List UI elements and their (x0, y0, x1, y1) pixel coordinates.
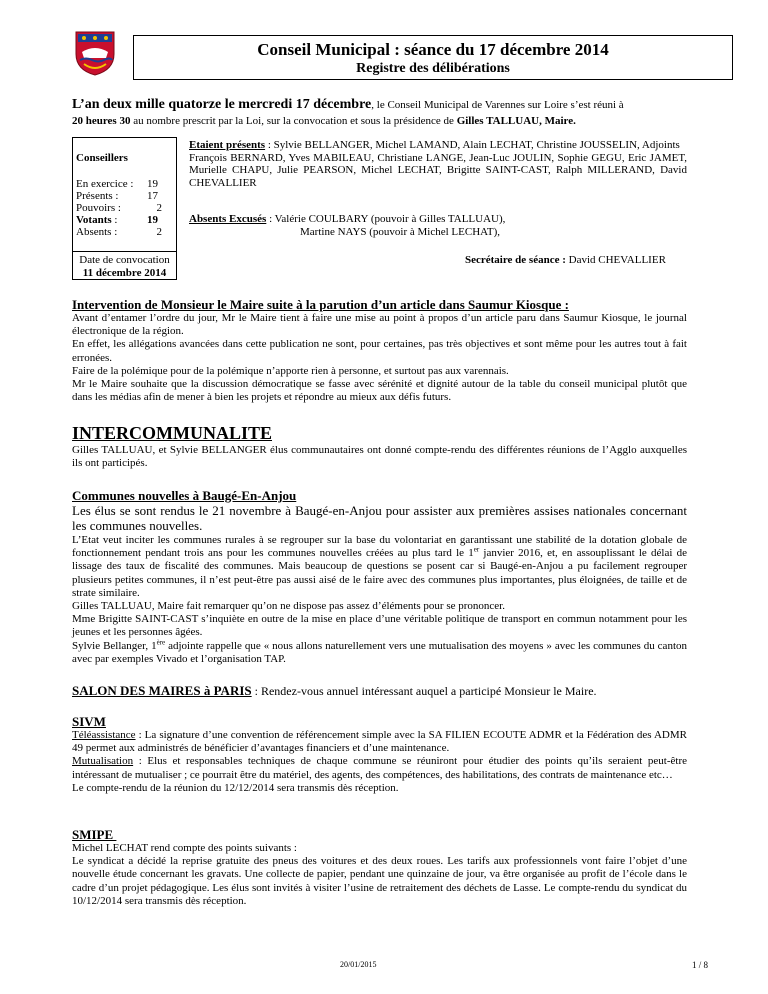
absent-label: Absents Excusés (189, 213, 267, 225)
present-label: Etaient présents (189, 139, 266, 151)
session-intro-line1 (72, 97, 692, 113)
councillor-row-exercice: En exercice : 19 (76, 178, 158, 190)
sivm-section: SIVM Téléassistance : La signature d’une convention de référencement simple avec la SA FILIEN ECOUTE ADMR et la Fédération des ADMR 49 permet aux administrés de bénéficier d’avantages financiers et d’une maintenance. Mutualisation : Elus et responsables techniques de chaque commune se réuniront pour étudier des points qu’ils seraient peut-être intéressant de mutualiser ; ce pourrait être du matériel, des agents, des compétences, des habilitations, des contrats de maintenance etc… Le compte-rendu de la réunion du 12/12/2014 sera transmis dès réception. (72, 714, 687, 794)
session-president: Gilles TALLUAU, Maire. (456, 115, 576, 127)
communes-nouvelles-heading: Communes nouvelles à Baugé-En-Anjou (72, 488, 297, 503)
salon-heading: SALON DES MAIRES à PARIS (72, 683, 252, 698)
mayor-intervention-heading: Intervention de Monsieur le Maire suite à la parution d’un article dans Saumur Kiosque : (72, 297, 569, 312)
intercommunalite-section: INTERCOMMUNALITE Gilles TALLUAU, et Sylvie BELLANGER élus communautaires ont donné compte-rendu des différentes réunions de l’Agglo auxquelles ils ont participés. (72, 423, 687, 470)
page-number: 1 / 8 (692, 960, 709, 970)
smipe-heading: SMIPE (72, 827, 117, 842)
councillor-row-pouvoirs: Pouvoirs : 2 (76, 202, 162, 214)
sivm-heading: SIVM (72, 714, 106, 729)
salon-section: SALON DES MAIRES à PARIS : Rendez-vous annuel intéressant auquel a participé Monsieur le Maire. (72, 683, 597, 698)
municipal-crest-icon (74, 30, 116, 76)
session-secretary: Secrétaire de séance : David CHEVALLIER (465, 254, 666, 266)
smipe-section: SMIPE Michel LECHAT rend compte des points suivants : Le syndicat a décidé la reprise gratuite des pneus des voitures et des deux roues. Les tarifs aux professionnels vont faire l’objet d’une nouvelle étude concernant les gravats. Une collecte de papier, pendant une quinzaine de jour, va être organisée au profit de l’école dans le cadre d’un projet pédagogique. Les élus sont invités à visiter l’usine de retraitement des déchets de Lasse. Le compte-rendu du syndicat du 10/12/2014 sera transmis dès réception. (72, 827, 687, 907)
footer-date: 20/01/2015 (340, 960, 377, 969)
excused-members: Absents Excusés : Valérie COULBARY (pouvoir à Gilles TALLUAU), Martine NAYS (pouvoir à Michel LECHAT), (189, 213, 506, 238)
communes-nouvelles-section: Communes nouvelles à Baugé-En-Anjou Les élus se sont rendus le 21 novembre à Baugé-en-Anjou pour assister aux premières assises nationales concernant les communes nouvelles. L’Etat veut inciter les communes rurales à se regrouper sur la base du volontariat en garantissant une stabilité de la dotation globale de fonctionnement pendant trois ans pour les communes nouvelles créées au plus tard le 1er janvier 2016, et, en assouplissant le délai de lissage des taux de fiscalité des communes. Mais beaucoup de questions se posent car si Baugé-en-Anjou a pu facilement regrouper plusieurs petites communes, il n’est peut-être pas aussi aisé de le faire avec des communes plus importantes, plus éloignées, de taille et de strate similaire. Gilles TALLUAU, Maire fait remarquer qu’on ne dispose pas assez d’éléments pour se prononcer. Mme Brigitte SAINT-CAST s’inquiète en outre de la mise en place d’une véritable politique de transport en commun notamment pour les jeunes et les personnes âgées. Sylvie Bellanger, 1ère adjointe rappelle que « nous allons naturellement vers une mutualisation des moyens » avec les communes du canton avec par exemples Vivado et l’organisation TAP. (72, 488, 687, 665)
session-intro-mid: au nombre prescrit par la Loi, sur la convocation et sous la présidence de (130, 115, 457, 127)
intercommunalite-heading: INTERCOMMUNALITE (72, 423, 273, 443)
councillor-row-presents: Présents : 17 (76, 190, 158, 202)
convocation-date: Date de convocation 11 décembre 2014 (79, 254, 170, 279)
councillor-row-absents: Absents : 2 (76, 226, 162, 238)
page-title: Conseil Municipal : séance du 17 décembre 2014 (257, 40, 609, 59)
councillors-divider (73, 251, 176, 252)
councillors-title: Conseillers (76, 152, 128, 164)
document-title-box (133, 35, 733, 80)
councillors-box (72, 137, 177, 280)
session-intro-rest: , le Conseil Municipal de Varennes sur Loire s’est réuni à (371, 99, 624, 111)
present-members: Etaient présents : Sylvie BELLANGER, Michel LAMAND, Alain LECHAT, Christine JOUSSELIN, Adjoints François BERNARD, Yves MABILEAU, Christiane LANGE, Jean-Luc JOULIN, Sophie GEGU, Eric JAMET, Murielle CHAPU, Julie PEARSON, Michel LECHAT, Brigitte SAINT-CAST, Ralph MILLERAND, David CHEVALLIER (189, 139, 687, 189)
councillor-row-votants: Votants : 19 (76, 214, 158, 226)
page-subtitle: Registre des délibérations (356, 61, 510, 76)
session-intro-line2 (72, 115, 692, 127)
mayor-intervention-section: Intervention de Monsieur le Maire suite à la parution d’un article dans Saumur Kiosque : Avant d’entamer l’ordre du jour, Mr le Maire tient à faire une mise au point à propos d’un article paru dans Saumur Kiosque, le journal électronique de la région. En effet, les allégations avancées dans cette publication ne sont, pour certaines, pas très objectives et sont même pour les autres tout à fait erronées. Faire de la polémique pour de la polémique n’apporte rien à personne, et surtout pas aux varennais. Mr le Maire souhaite que la discussion démocratique se fasse avec sérénité et dignité autour de la table du conseil municipal plutôt que dans les médias afin de mener à bien les projets et répondre au mieux aux défis futurs. (72, 297, 687, 404)
session-time: 20 heures 30 (72, 115, 131, 127)
session-date-lead: L’an deux mille quatorze le mercredi 17 décembre (72, 97, 372, 112)
